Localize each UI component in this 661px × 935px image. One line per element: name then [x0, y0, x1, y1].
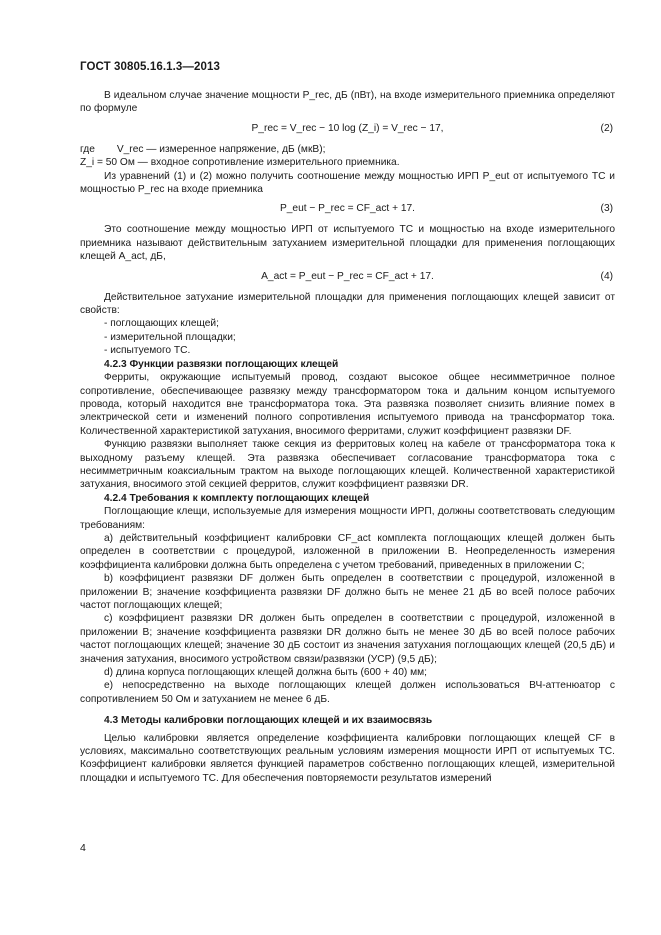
document-body: [80, 89, 615, 785]
section-heading-4-2-4: 4.2.4 Требования к комплекту поглощающих клещей: [104, 492, 370, 504]
formula-expression: P_rec = V_rec − 10 log (Z_i) = V_rec − 17,: [251, 122, 444, 134]
requirement-item: d) длина корпуса поглощающих клещей должна быть (600 + 40) мм;: [104, 667, 427, 679]
requirement-item: а) действительный коэффициент калибровки CF_act комплекта поглощающих клещей должен быть определен в соответствии с процедурой, изложенной в приложении B. Неопределенность измерения коэффициента калибровки должна быть определена с учетом требований, приведенных в приложении C;: [80, 532, 615, 571]
paragraph: В идеальном случае значение мощности P_rec, дБ (пВт), на входе измерительного приемника определяют по формуле: [80, 90, 615, 115]
where-block: [80, 143, 615, 170]
list-item: - измерительной площадки;: [104, 331, 236, 343]
requirement-item: c) коэффициент развязки DR должен быть определен в соответствии с процедурой, изложенной в приложении B; значение коэффициента развязки DR должно быть не менее 30 дБ во всей полосе рабочих частот поглощающих клещей; значение 30 дБ состоит из значения затухания поглощающих клещей (20,5 дБ) и значения затухания, вносимого устройством связи/развязки (УСР) (9,5 дБ);: [80, 613, 615, 665]
formula-4: [80, 270, 615, 284]
where-definition: V_rec — измеренное напряжение, дБ (мкВ);: [116, 143, 326, 155]
paragraph: Ферриты, окружающие испытуемый провод, создают высокое общее несимметричное полное сопротивление, обеспечивающее развязку между трансформатором тока и дальним концом испытуемого провода, который находится вне трансформатора тока. Эта развязка позволяет снизить влияние помех в электрической сети и изменений полного сопротивления испытуемого привода на трансформатор тока. Количественной характеристикой затухания, вносимого ферритами, служит коэффициент развязки DF.: [80, 372, 615, 437]
list-item: - испытуемого ТС.: [104, 345, 191, 357]
list-item: - поглощающих клещей;: [104, 318, 219, 330]
paragraph: Это соотношение между мощностью ИРП от испытуемого ТС и мощностью на входе измерительного приемника называют действительным затуханием измерительной площадки для применения поглощающих клещей A_act, дБ,: [80, 224, 615, 263]
paragraph: Действительное затухание измерительной площадки для применения поглощающих клещей зависит от свойств:: [80, 291, 615, 317]
where-label: где: [80, 143, 95, 155]
formula-2: [80, 122, 615, 136]
requirement-item: b) коэффициент развязки DF должен быть определен в соответствии с процедурой, изложенной в приложении B; значение коэффициента развязки DF должно быть не менее 21 дБ во всей полосе рабочих частот поглощающих клещей;: [80, 573, 615, 611]
paragraph: Из уравнений (1) и (2) можно получить соотношение между мощностью ИРП P_eut от испытуемого ТС и мощностью P_rec на входе приемника: [80, 170, 615, 196]
formula-expression: A_act = P_eut − P_rec = CF_act + 17.: [261, 270, 434, 282]
page-number: 4: [80, 842, 86, 854]
paragraph: Функцию развязки выполняет также секция из ферритовых колец на кабеле от трансформатора тока к выходному разъему клещей. Эта развязка обеспечивает согласование трансформатора тока с несимметричным коаксиальным трактом на выходе поглощающих клещей. Количественной характеристикой затухания, вносимого этой секцией ферритов, служит коэффициент развязки DR.: [80, 439, 615, 491]
document-header: ГОСТ 30805.16.1.3—2013: [80, 61, 220, 73]
section-heading-4-2-3: 4.2.3 Функции развязки поглощающих клещей: [104, 358, 339, 370]
where-line: Z_i = 50 Ом — входное сопротивление измерительного приемника.: [80, 157, 400, 169]
where-line: [80, 143, 615, 156]
formula-3: [80, 202, 615, 216]
paragraph: Поглощающие клещи, используемые для измерения мощности ИРП, должны соответствовать следующим требованиям:: [80, 506, 615, 531]
formula-number: (2): [600, 122, 613, 134]
formula-expression: P_eut − P_rec = CF_act + 17.: [279, 203, 416, 215]
formula-number: (3): [600, 203, 613, 215]
formula-number: (4): [600, 270, 613, 282]
requirement-item: e) непосредственно на выходе поглощающих клещей должен использоваться ВЧ-аттенюатор с сопротивлением 50 Ом и затуханием не менее 6 дБ.: [80, 680, 615, 705]
section-heading-4-3: 4.3 Методы калибровки поглощающих клещей и их взаимосвязь: [104, 715, 433, 727]
paragraph: Целью калибровки является определение коэффициента калибровки поглощающих клещей CF в условиях, максимально соответствующих реальным условиям измерения мощности ИРП от испытуемых ТС. Коэффициент калибровки является функцией параметров собственно поглощающих клещей, измерительной площадки и испытуемого ТС. Для обеспечения повторяемости результатов измерений: [80, 732, 615, 784]
